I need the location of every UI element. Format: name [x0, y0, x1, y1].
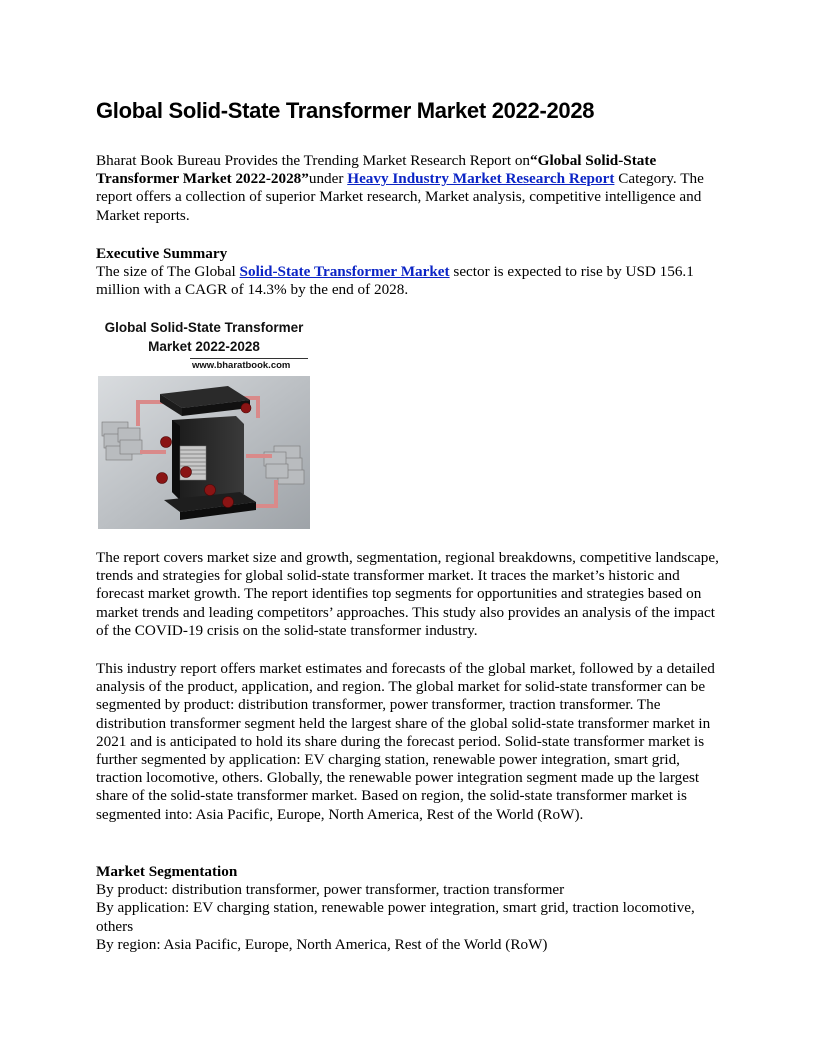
market-segmentation	[96, 863, 724, 954]
figure-divider	[190, 358, 308, 359]
intro-text: Bharat Book Bureau Provides the Trending Market Research Report on	[96, 152, 531, 169]
solid-state-transformer-market-link[interactable]: Solid-State Transformer Market	[239, 263, 450, 281]
intro-text-under: under	[308, 170, 348, 188]
report-coverage-paragraph: The report covers market size and growth, segmentation, regional breakdowns, competitive landscape, trends and strategies for global solid-state transformer market. It traces the market’s historic and forecast market growth. The report identifies top segments for opportunities and strategies based on market trends and leading competitors’ approaches. This study also provides an analysis of the impact of the COVID-19 crisis on the solid-state transformer industry.	[96, 549, 719, 639]
segmentation-by-product: By product: distribution transformer, power transformer, traction transformer	[96, 881, 565, 899]
segmentation-by-region: By region: Asia Pacific, Europe, North America, Rest of the World (RoW)	[96, 935, 548, 953]
intro-paragraph	[96, 152, 724, 225]
transformer-illustration	[98, 376, 310, 529]
segmentation-by-application: By application: EV charging station, renewable power integration, smart grid, traction locomotive, others	[96, 899, 695, 935]
summary-text-rest: sector is expected to rise by USD 156.1 million with a CAGR of 14.3% by the end of 2028.	[96, 263, 694, 299]
market-segmentation-heading: Market Segmentation	[96, 863, 238, 880]
report-cover-image	[98, 316, 310, 529]
intro-report-title: “Global Solid-State Transformer Market 2022-2028”	[96, 152, 657, 188]
heavy-industry-link[interactable]: Heavy Industry Market Research Report	[347, 170, 615, 188]
figure-url: www.bharatbook.com	[192, 360, 291, 371]
executive-summary	[96, 245, 724, 300]
intro-text-rest: Category. The report offers a collection of superior Market research, Market analysis, competitive intelligence and Market reports.	[96, 170, 704, 224]
page-title: Global Solid-State Transformer Market 2022-2028	[96, 98, 595, 123]
summary-text: The size of The Global	[96, 263, 240, 281]
executive-summary-heading: Executive Summary	[96, 245, 228, 262]
figure-title: Global Solid-State Transformer Market 2022-2028	[104, 320, 304, 354]
industry-report-paragraph: This industry report offers market estimates and forecasts of the global market, followed by a detailed analysis of the product, application, and region. The global market for solid-state transformer can be segmented by product: distribution transformer, power transformer, traction transformer. The distribution transformer segment held the largest share of the global solid-state transformer market in 2021 and is anticipated to hold its share during the forecast period. Solid-state transformer market is further segmented by application: EV charging station, renewable power integration, smart grid, traction locomotive, others. Globally, the renewable power integration segment made up the largest share of the solid-state transformer market. Based on region, the solid-state transformer market is segmented into: Asia Pacific, Europe, North America, Rest of the World (RoW).	[96, 660, 715, 823]
